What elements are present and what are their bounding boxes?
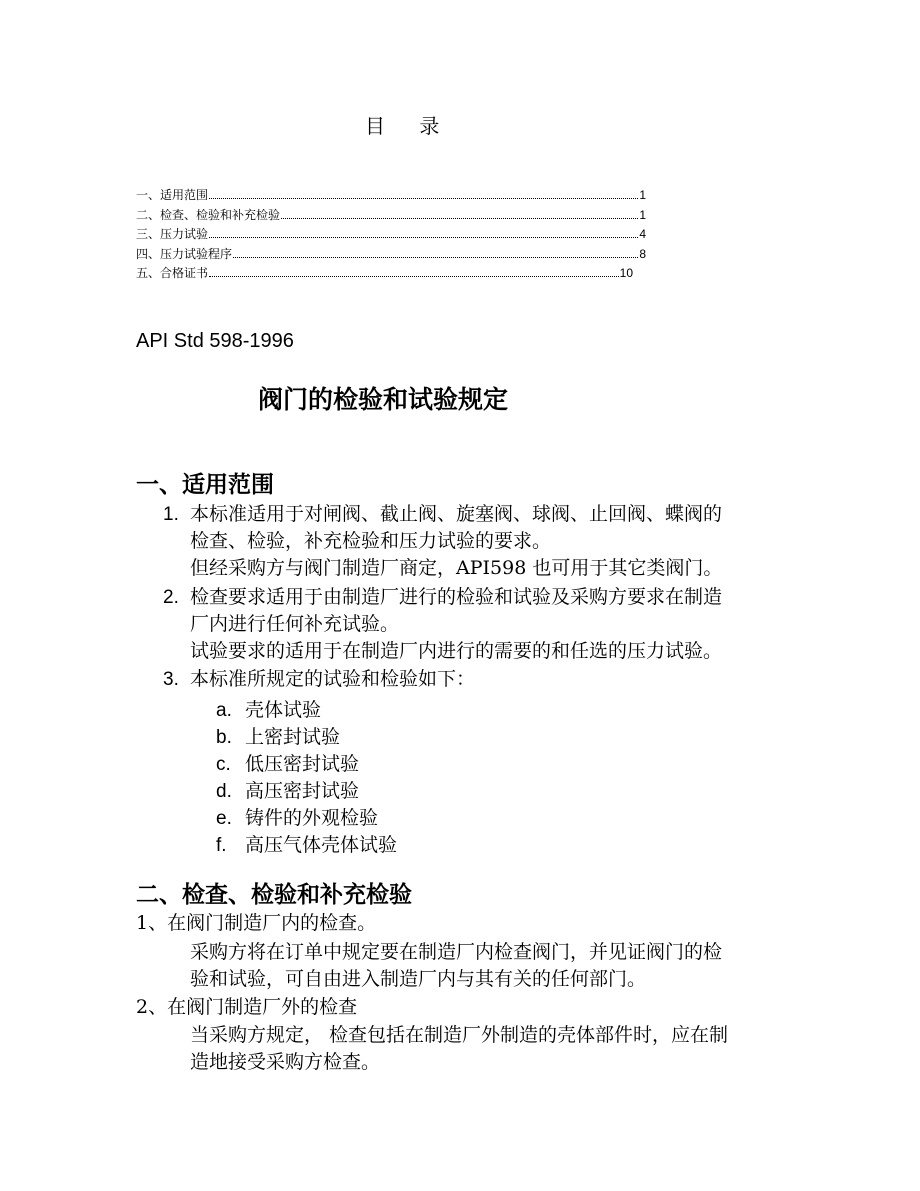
paragraph-line: 验和试验，可自由进入制造厂内与其有关的任何部门。 (190, 968, 647, 990)
list-marker: d. (216, 781, 232, 802)
list-item (216, 722, 340, 749)
toc-leader-dots (281, 217, 638, 219)
toc-entry-label: 五、合格证书 (136, 266, 209, 280)
toc-entry[interactable] (136, 264, 633, 284)
toc-entry-page: 8 (639, 246, 646, 261)
document-title: 阀门的检验和试验规定 (258, 385, 509, 414)
list-item-text: 上密封试验 (245, 726, 341, 748)
toc-entry-page: 1 (639, 207, 646, 222)
toc-entry[interactable] (136, 245, 646, 265)
paragraph-line: 厂内进行任何补充试验。 (190, 613, 400, 635)
toc-entry[interactable] (136, 206, 646, 226)
toc-entry-page: 1 (639, 188, 646, 202)
section-heading-inspection: 二、检查、检验和补充检验 (136, 881, 412, 908)
paragraph-line: 采购方将在订单中规定要在制造厂内检查阀门，并见证阀门的检 (190, 941, 723, 963)
list-marker: f. (216, 835, 227, 856)
toc-leader-dots (233, 256, 638, 258)
list-item (216, 776, 359, 803)
list-item-text: 铸件的外观检验 (245, 807, 379, 829)
toc-entry-page: 4 (639, 227, 646, 241)
list-marker: b. (216, 727, 232, 748)
standard-number: API Std 598-1996 (136, 330, 294, 352)
paragraph-line: 本标准所规定的试验和检验如下： (190, 668, 476, 690)
toc-entry-label: 三、压力试验 (136, 227, 209, 241)
list-item (216, 749, 359, 776)
list-item (216, 830, 397, 857)
toc-leader-dots (209, 197, 638, 199)
list-marker: e. (216, 808, 232, 829)
toc-leader-dots (209, 275, 619, 277)
paragraph-line: 当采购方规定， 检查包括在制造厂外制造的壳体部件时，应在制 (190, 1024, 729, 1046)
list-marker: a. (216, 700, 232, 721)
toc-entry-label: 四、压力试验程序 (136, 246, 233, 261)
paragraph-number: 2. (163, 587, 179, 608)
paragraph-line: 本标准适用于对闸阀、截止阀、旋塞阀、球阀、止回阀、蝶阀的 (190, 503, 723, 525)
toc-entry-label: 一、适用范围 (136, 188, 209, 202)
toc-entry-page: 10 (619, 266, 633, 280)
toc-entry[interactable] (136, 186, 646, 206)
paragraph-number: 3. (163, 669, 179, 690)
list-item (216, 695, 321, 722)
subsection-title: 2、在阀门制造厂外的检查 (136, 996, 358, 1018)
toc-entry-label: 二、检查、检验和补充检验 (136, 207, 281, 222)
section-heading-scope: 一、适用范围 (136, 471, 274, 498)
list-marker: c. (216, 754, 231, 775)
list-item-text: 高压密封试验 (245, 780, 360, 802)
paragraph-line: 但经采购方与阀门制造厂商定，API598 也可用于其它类阀门。 (190, 557, 723, 579)
paragraph-line: 试验要求的适用于在制造厂内进行的需要的和任选的压力试验。 (190, 640, 723, 662)
table-of-contents (136, 186, 646, 284)
paragraph-line: 检查要求适用于由制造厂进行的检验和试验及采购方要求在制造 (190, 586, 723, 608)
list-item (216, 803, 378, 830)
paragraph-line: 检查、检验，补充检验和压力试验的要求。 (190, 530, 552, 552)
toc-title: 目 录 (365, 114, 454, 138)
paragraph-line: 造地接受采购方检查。 (190, 1051, 381, 1073)
subsection-title: 1、在阀门制造厂内的检查。 (136, 912, 377, 934)
list-item-text: 低压密封试验 (245, 753, 360, 775)
toc-leader-dots (209, 236, 638, 238)
paragraph-number: 1. (163, 504, 179, 525)
list-item-text: 高压气体壳体试验 (245, 834, 398, 856)
list-item-text: 壳体试验 (245, 699, 322, 721)
toc-entry[interactable] (136, 225, 646, 245)
